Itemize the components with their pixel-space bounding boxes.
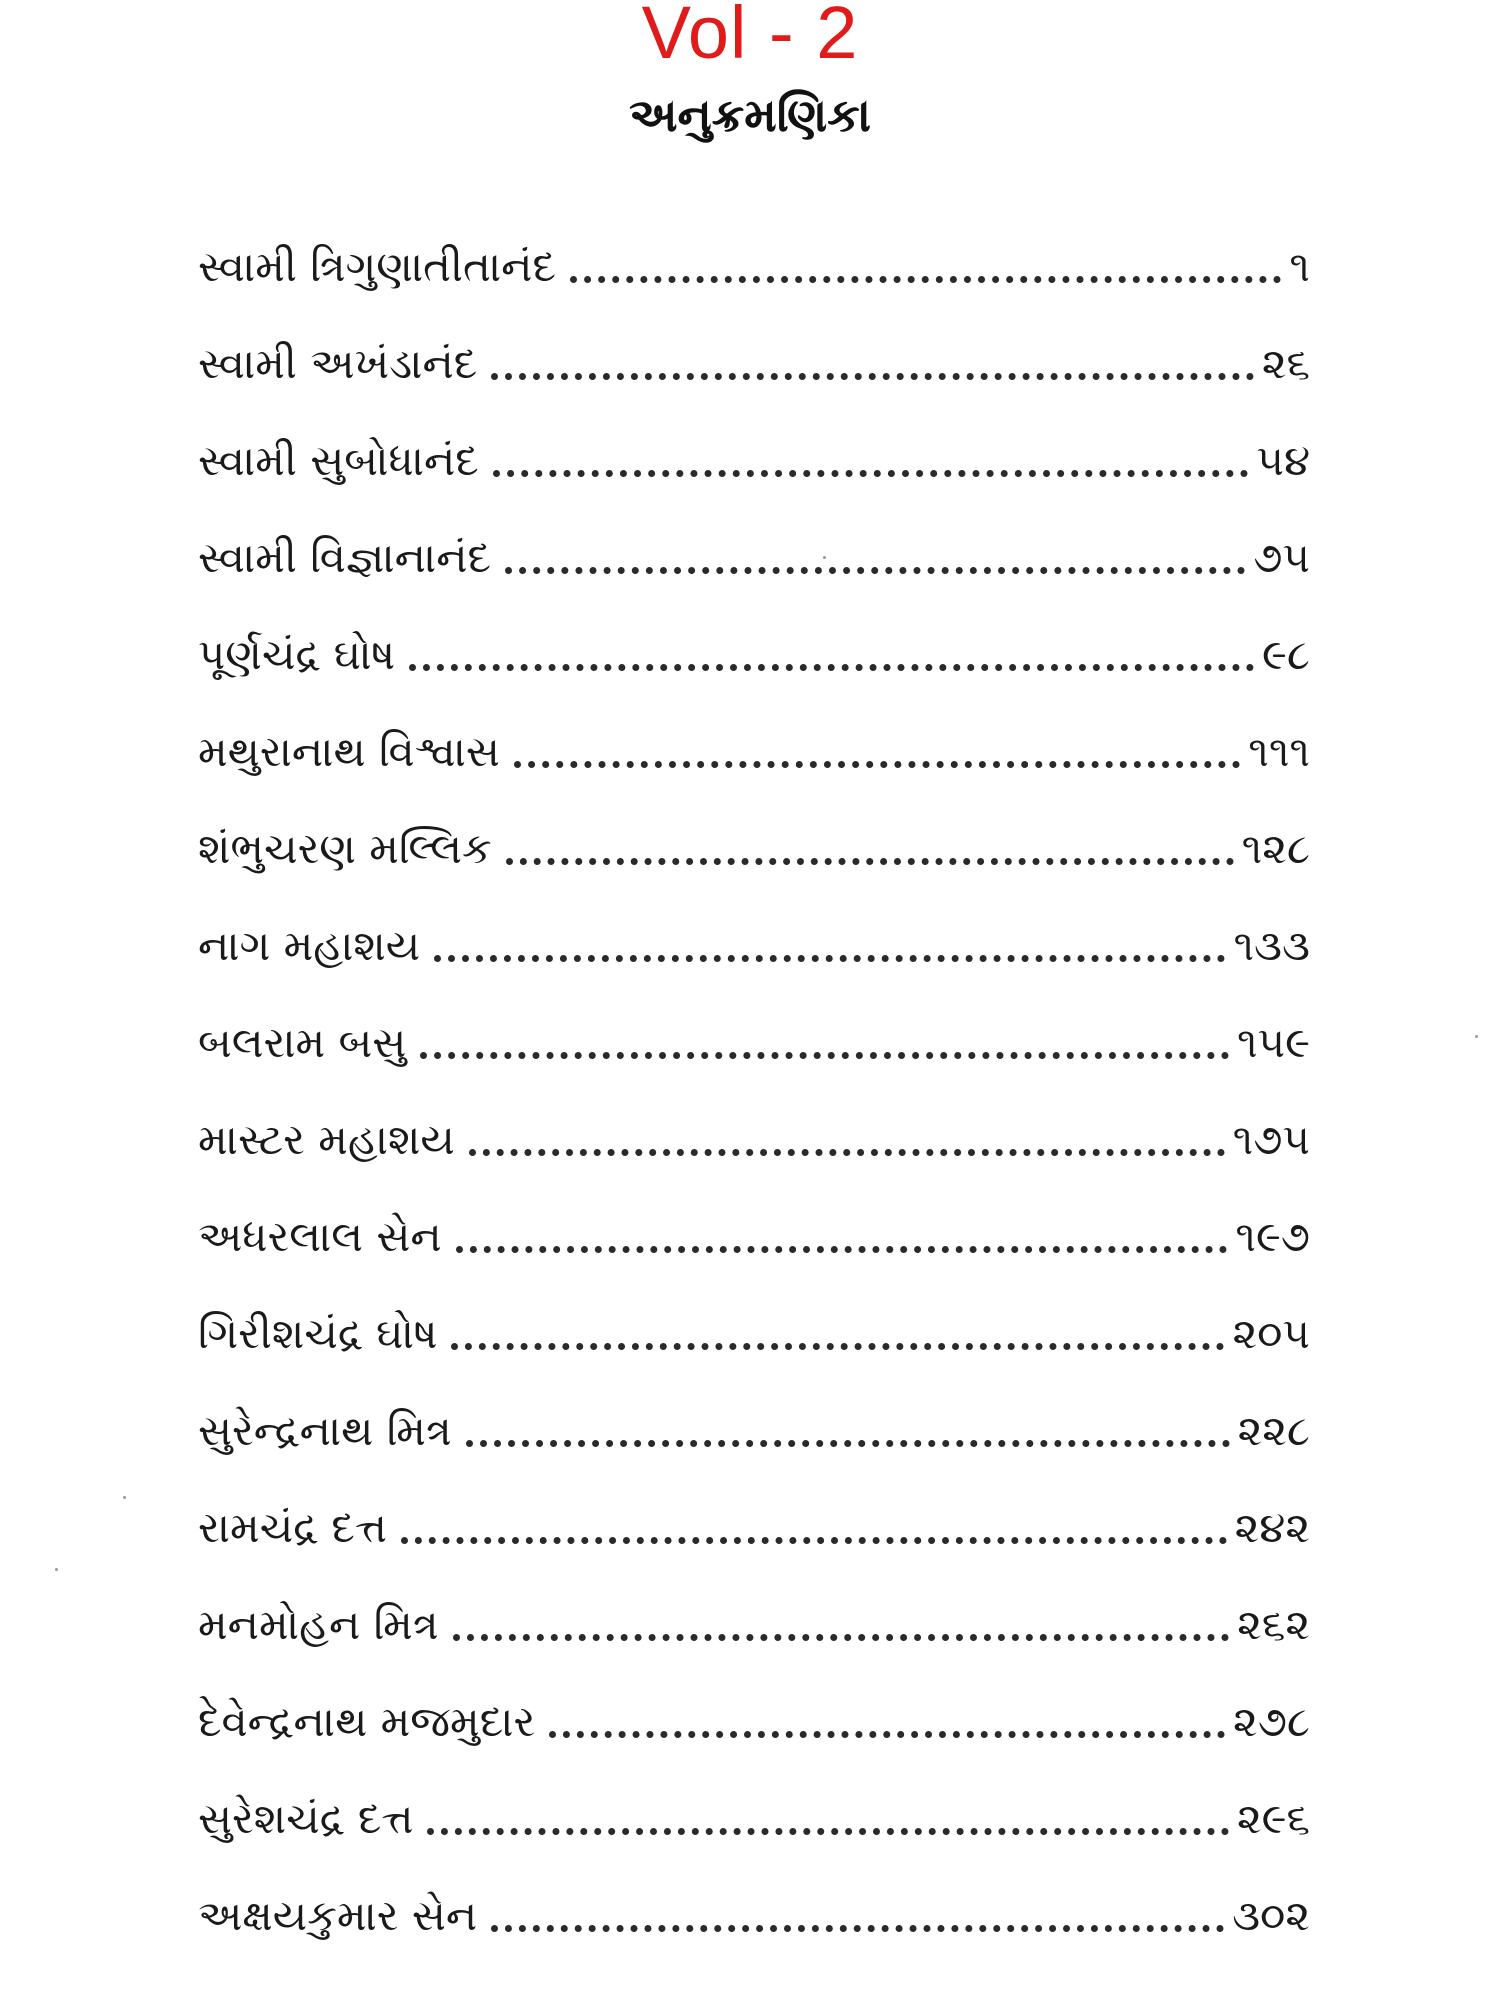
toc-entry-name: મનમોહન મિત્ર (198, 1600, 439, 1649)
toc-entry-page: ૧૯૭ (1235, 1212, 1310, 1261)
toc-entry-name: સ્વામી ત્રિગુણાતીતાનંદ (198, 242, 556, 291)
toc-entry-name: રામચંદ્ર દત્ત (198, 1503, 387, 1552)
toc-entry-page: ૧૫૯ (1236, 1018, 1310, 1067)
toc-entry-page: ૧૭૫ (1232, 1115, 1310, 1164)
toc-entry-page: ૧૨૮ (1241, 824, 1310, 873)
dot-leader (466, 1440, 1230, 1447)
dot-leader (491, 1925, 1224, 1932)
toc-entry (198, 1170, 1310, 1267)
toc-entry-name: નાગ મહાશય (198, 921, 421, 970)
paper-speck (55, 1568, 58, 1571)
toc-entry (198, 1461, 1310, 1558)
toc-entry (198, 1267, 1310, 1364)
dot-leader (456, 1246, 1228, 1253)
toc-entry-name: માસ્ટર મહાશય (198, 1115, 455, 1164)
toc-entry (198, 1752, 1310, 1849)
toc-entry (198, 588, 1310, 685)
toc-entry-page: ૨૬૨ (1237, 1600, 1310, 1649)
toc-entry-page: ૧૧૧ (1248, 727, 1310, 776)
toc-entry-page: ૨૨૮ (1237, 1406, 1310, 1455)
volume-label: Vol - 2 (641, 0, 859, 74)
toc-entry-page: ૨૯૬ (1236, 1794, 1310, 1843)
paper-speck (823, 556, 826, 559)
toc-entry-page: ૩૦૨ (1232, 1891, 1310, 1940)
dot-leader (409, 664, 1254, 671)
toc-entry-name: સુરેન્દ્રનાથ મિત્ર (198, 1406, 452, 1455)
toc-entry-page: ૯૮ (1262, 630, 1310, 679)
dot-leader (420, 1052, 1229, 1059)
toc-entry-name: પૂર્ણચંદ્ર ઘોષ (198, 630, 396, 679)
toc-entry (198, 1558, 1310, 1655)
dot-leader (491, 373, 1254, 380)
toc-entry-page: ૨૭૮ (1233, 1697, 1310, 1746)
toc-entry-page: ૨૪૨ (1234, 1503, 1310, 1552)
toc-entry-name: અધરલાલ સેન (198, 1212, 442, 1261)
toc-entry (198, 1073, 1310, 1170)
paper-speck (1475, 1035, 1478, 1038)
dot-leader (549, 1731, 1225, 1738)
table-of-contents (198, 200, 1310, 1946)
toc-entry (198, 1655, 1310, 1752)
toc-entry (198, 1364, 1310, 1461)
toc-entry-page: ૨૬ (1261, 339, 1310, 388)
toc-entry-name: બલરામ બસુ (198, 1018, 407, 1067)
toc-entry (198, 491, 1310, 588)
toc-entry-name: સ્વામી સુબોધાનંદ (198, 436, 479, 485)
toc-entry (198, 879, 1310, 976)
toc-entry-name: સ્વામી વિજ્ઞાનાનંદ (198, 533, 491, 582)
dot-leader (570, 276, 1281, 283)
toc-entry (198, 1849, 1310, 1946)
dot-leader (434, 955, 1225, 962)
dot-leader (505, 567, 1245, 574)
toc-entry-name: સુરેશચંદ્ર દત્ત (198, 1794, 414, 1843)
toc-entry-page: ૨૦૫ (1232, 1309, 1310, 1358)
toc-entry (198, 685, 1310, 782)
toc-heading: અનુક્રમણિકા (628, 88, 871, 142)
toc-entry-page: ૫૪ (1256, 436, 1310, 485)
dot-leader (453, 1634, 1230, 1641)
toc-entry-name: દેવેન્દ્રનાથ મજમુદાર (198, 1697, 536, 1746)
toc-entry-page: ૧ (1289, 242, 1310, 291)
toc-entry (198, 782, 1310, 879)
dot-leader (469, 1149, 1225, 1156)
toc-entry-name: મથુરાનાથ વિશ્વાસ (198, 727, 500, 776)
toc-entry (198, 200, 1310, 297)
toc-entry-page: ૧૩૩ (1233, 921, 1310, 970)
toc-entry (198, 394, 1310, 491)
toc-entry-name: સ્વામી અખંડાનંદ (198, 339, 478, 388)
dot-leader (401, 1537, 1227, 1544)
toc-entry-page: ૭૫ (1253, 533, 1310, 582)
dot-leader (506, 858, 1234, 865)
toc-entry-name: અક્ષયકુમાર સેન (198, 1891, 478, 1940)
toc-entry-name: ગિરીશચંદ્ર ઘોષ (198, 1309, 438, 1358)
dot-leader (514, 761, 1240, 768)
dot-leader (451, 1343, 1224, 1350)
dot-leader (427, 1828, 1228, 1835)
toc-entry-name: શંભુચરણ મલ્લિક (198, 824, 492, 873)
paper-speck (123, 1496, 126, 1499)
toc-entry (198, 297, 1310, 394)
toc-entry (198, 976, 1310, 1073)
dot-leader (493, 470, 1249, 477)
